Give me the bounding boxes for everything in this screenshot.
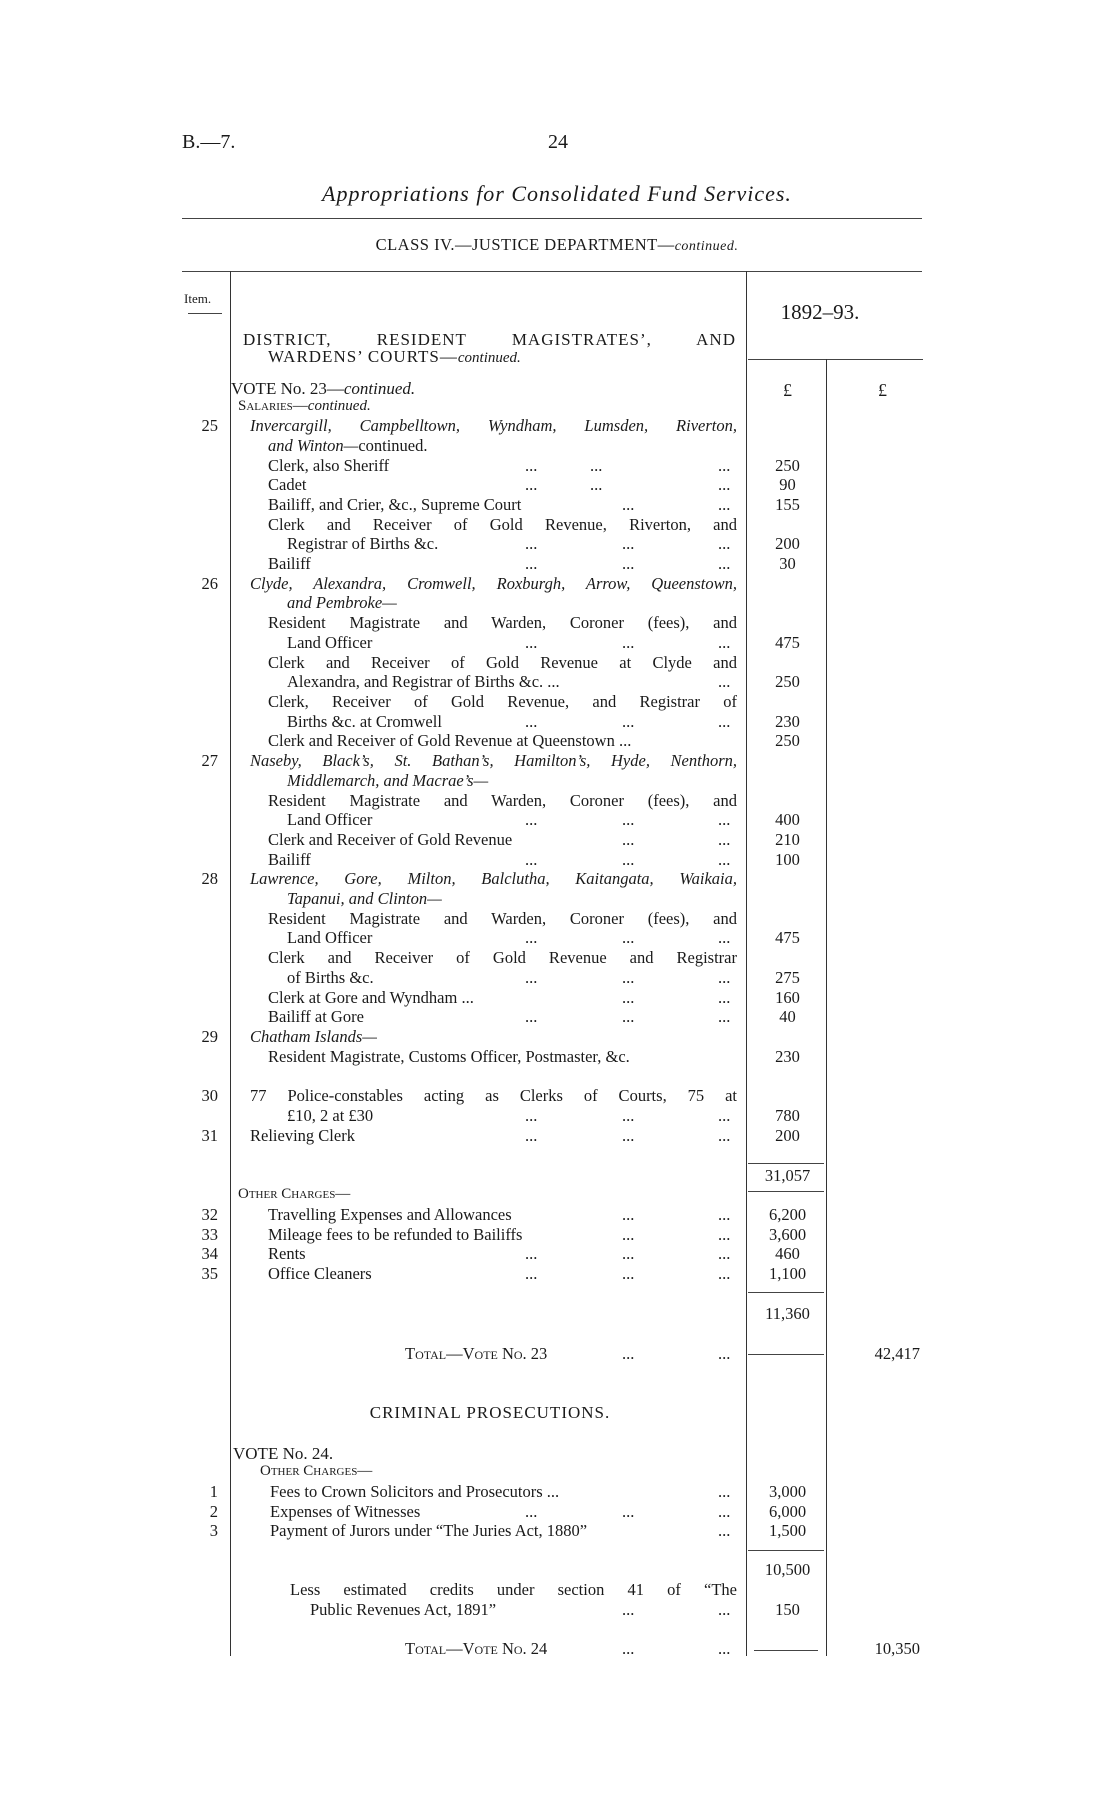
row-amount: 230 [775, 1047, 800, 1066]
subtotal-vote-24: 10,500 [764, 1560, 811, 1579]
leader-dots: ... [622, 1264, 635, 1283]
leader-dots: ... [525, 1264, 538, 1283]
leader-dots: ... [590, 456, 603, 475]
row-text: of Births &c. [287, 968, 374, 987]
row-text: £10, 2 at £30 [287, 1106, 374, 1125]
table-row [0, 1264, 1114, 1283]
table-row [0, 692, 1114, 711]
total-rule [748, 1354, 824, 1355]
row-amount: 275 [775, 968, 800, 987]
row-text: Clerk and Receiver of Gold Revenue [268, 830, 513, 849]
class-heading-main: CLASS IV.—JUSTICE DEPARTMENT— [375, 235, 675, 254]
leader-dots: ... [718, 1264, 731, 1283]
total-row [0, 1344, 1114, 1363]
item-number: 25 [201, 416, 218, 435]
section-heading-courts-line2: WARDENS’ COURTS— [268, 347, 458, 366]
item-number: 26 [201, 574, 218, 593]
leader-dots: ... [622, 988, 635, 1007]
table-row [0, 1600, 1114, 1619]
item-number: 32 [201, 1205, 218, 1224]
salaries-heading [238, 398, 371, 415]
leader-dots: ... [718, 672, 731, 691]
table-row [0, 436, 1114, 455]
leader-dots: ... [622, 1126, 635, 1145]
leader-dots: ... [718, 1502, 731, 1521]
row-amount: 1,500 [768, 1521, 807, 1540]
table-row [0, 830, 1114, 849]
table-row [0, 672, 1114, 691]
less-credits-amount: 150 [775, 1600, 800, 1619]
row-amount: 200 [775, 1126, 800, 1145]
row-text: Fees to Crown Solicitors and Prosecutors ... [270, 1482, 560, 1501]
row-amount: 780 [775, 1106, 800, 1125]
document-reference: B.—7. [182, 131, 236, 153]
item-column-header: Item. [184, 291, 212, 306]
table-row [0, 1225, 1114, 1244]
leader-dots: ... [590, 475, 603, 494]
pound-sign-total: £ [878, 380, 887, 400]
leader-dots: ... [525, 1007, 538, 1026]
leader-dots: ... [718, 830, 731, 849]
item-number: 35 [201, 1264, 218, 1283]
row-text: Clerk and Receiver of Gold Revenue, Riverton, and [268, 515, 737, 534]
row-text: Invercargill, Campbelltown, Wyndham, Lumsden, Riverton, [250, 416, 737, 435]
leader-dots: ... [622, 1639, 635, 1658]
title-rule [182, 218, 922, 219]
table-row [0, 948, 1114, 967]
class-heading [0, 235, 1114, 255]
row-text: and Winton— [268, 436, 359, 455]
item-number: 30 [201, 1086, 218, 1105]
table-row [0, 1047, 1114, 1066]
leader-dots: ... [622, 1600, 635, 1619]
leader-dots: ... [622, 968, 635, 987]
table-top-rule [182, 271, 922, 272]
table-row [0, 889, 1114, 908]
table-row [0, 968, 1114, 987]
item-number: 1 [209, 1482, 218, 1501]
row-text: Expenses of Witnesses [270, 1502, 421, 1521]
leader-dots: ... [525, 1502, 538, 1521]
subtotal-rule [748, 1550, 824, 1551]
row-text: Land Officer [287, 633, 373, 652]
table-row [0, 416, 1114, 435]
leader-dots: ... [718, 1521, 731, 1540]
row-text: Rents [268, 1244, 306, 1263]
subtotal-row [0, 1304, 1114, 1323]
leader-dots: ... [525, 554, 538, 573]
row-text: Alexandra, and Registrar of Births &c. ... [287, 672, 560, 691]
leader-dots: ... [622, 712, 635, 731]
leader-dots: ... [525, 1106, 538, 1125]
row-amount: 400 [775, 810, 800, 829]
table-row [0, 1027, 1114, 1046]
item-number: 29 [201, 1027, 218, 1046]
table-row [0, 633, 1114, 652]
subtotal-rule [748, 1292, 824, 1293]
leader-dots: ... [718, 850, 731, 869]
leader-dots: ... [718, 1007, 731, 1026]
table-row [0, 850, 1114, 869]
item-header-rule [188, 313, 222, 314]
row-text: Resident Magistrate and Warden, Coroner (fees), and [268, 791, 737, 810]
section-heading-courts: DISTRICT, RESIDENT MAGISTRATES’, AND [243, 330, 736, 349]
subtotal-rule [748, 1163, 824, 1164]
item-number: 28 [201, 869, 218, 888]
table-row [0, 613, 1114, 632]
leader-dots: ... [622, 1225, 635, 1244]
leader-dots: ... [622, 495, 635, 514]
row-text-cont: continued. [358, 436, 428, 455]
table-row [0, 1007, 1114, 1026]
row-text: Clerk, Receiver of Gold Revenue, and Registrar of [268, 692, 737, 711]
leader-dots: ... [525, 633, 538, 652]
subtotal-salaries: 31,057 [764, 1166, 811, 1185]
row-amount: 1,100 [768, 1264, 807, 1283]
leader-dots: ... [718, 633, 731, 652]
salaries-label: Salaries— [238, 398, 308, 414]
leader-dots: ... [622, 1106, 635, 1125]
row-text: Registrar of Births &c. [287, 534, 439, 553]
item-number: 2 [209, 1502, 218, 1521]
leader-dots: ... [718, 988, 731, 1007]
leader-dots: ... [622, 1344, 635, 1363]
leader-dots: ... [718, 810, 731, 829]
page-title: Appropriations for Consolidated Fund Services. [322, 181, 792, 206]
section-heading-courts-cont [268, 347, 521, 367]
row-amount: 3,600 [768, 1225, 807, 1244]
row-text: 77 Police-constables acting as Clerks of Courts, 75 at [250, 1086, 737, 1105]
table-row [0, 574, 1114, 593]
leader-dots: ... [525, 1126, 538, 1145]
row-text: Clyde, Alexandra, Cromwell, Roxburgh, Arrow, Queenstown, [250, 574, 737, 593]
row-text: Bailiff, and Crier, &c., Supreme Court [268, 495, 522, 514]
row-amount: 230 [775, 712, 800, 731]
row-text: Bailiff at Gore [268, 1007, 364, 1026]
row-text: Bailiff [268, 850, 311, 869]
row-text: Travelling Expenses and Allowances [268, 1205, 512, 1224]
leader-dots: ... [622, 1244, 635, 1263]
item-number: 31 [201, 1126, 218, 1145]
leader-dots: ... [718, 712, 731, 731]
table-row [0, 593, 1114, 612]
row-text: Clerk and Receiver of Gold Revenue at Queenstown ... [268, 731, 632, 750]
vote-23-continued: continued. [343, 379, 416, 398]
leader-dots: ... [525, 810, 538, 829]
total-row [0, 1639, 1114, 1658]
table-row [0, 771, 1114, 790]
table-row [0, 751, 1114, 770]
total-vote-24-amount: 10,350 [874, 1639, 920, 1658]
row-text: Naseby, Black’s, St. Bathan’s, Hamilton’s, Hyde, Nenthorn, [250, 751, 737, 770]
leader-dots: ... [622, 1007, 635, 1026]
row-amount: 200 [775, 534, 800, 553]
table-row [0, 712, 1114, 731]
row-text: Land Officer [287, 810, 373, 829]
row-amount: 30 [779, 554, 796, 573]
table-row [0, 731, 1114, 750]
leader-dots: ... [718, 928, 731, 947]
row-text: Chatham Islands— [250, 1027, 377, 1046]
row-amount: 250 [775, 672, 800, 691]
row-amount: 155 [775, 495, 800, 514]
table-row [0, 1244, 1114, 1263]
row-text: Lawrence, Gore, Milton, Balclutha, Kaitangata, Waikaia, [250, 869, 737, 888]
vote-23-label: VOTE No. 23— [231, 379, 344, 398]
leader-dots: ... [718, 1600, 731, 1619]
leader-dots: ... [718, 534, 731, 553]
row-amount: 475 [775, 928, 800, 947]
vote-24-heading: VOTE No. 24. [233, 1444, 334, 1463]
row-amount: 40 [779, 1007, 796, 1026]
leader-dots: ... [718, 1106, 731, 1125]
row-text: Cadet [268, 475, 307, 494]
row-amount: 100 [775, 850, 800, 869]
row-text: Clerk, also Sheriff [268, 456, 390, 475]
leader-dots: ... [718, 456, 731, 475]
leader-dots: ... [525, 475, 538, 494]
row-text: Office Cleaners [268, 1264, 372, 1283]
leader-dots: ... [525, 456, 538, 475]
other-charges-heading-24: Other Charges— [260, 1463, 373, 1479]
leader-dots: ... [718, 1482, 731, 1501]
leader-dots: ... [622, 633, 635, 652]
row-amount: 210 [775, 830, 800, 849]
salaries-continued: continued. [307, 398, 371, 414]
leader-dots: ... [622, 810, 635, 829]
year-column-header: 1892–93. [780, 300, 860, 324]
leader-dots: ... [622, 850, 635, 869]
pound-sign-amount: £ [783, 380, 792, 400]
less-credits-line1: Less estimated credits under section 41 of “The [290, 1580, 737, 1599]
row-text: Clerk at Gore and Wyndham ... [268, 988, 474, 1007]
table-row [0, 495, 1114, 514]
leader-dots: ... [718, 1344, 731, 1363]
leader-dots: ... [718, 495, 731, 514]
total-vote-24-label: Total—Vote No. 24 [405, 1639, 548, 1658]
total-rule [754, 1650, 818, 1651]
table-row [0, 1106, 1114, 1125]
table-row [0, 810, 1114, 829]
table-row [0, 1521, 1114, 1540]
row-text: Payment of Jurors under “The Juries Act, 1880” [270, 1521, 588, 1540]
subtotal-rule [748, 1191, 824, 1192]
leader-dots: ... [622, 1502, 635, 1521]
table-row [0, 909, 1114, 928]
table-row [0, 791, 1114, 810]
row-text-wrap [268, 436, 768, 455]
leader-dots: ... [622, 1205, 635, 1224]
table-row [0, 1126, 1114, 1145]
leader-dots: ... [718, 475, 731, 494]
row-text: Bailiff [268, 554, 311, 573]
row-amount: 250 [775, 731, 800, 750]
table-row [0, 1580, 1114, 1599]
item-number: 34 [201, 1244, 218, 1263]
row-amount: 90 [779, 475, 796, 494]
leader-dots: ... [525, 534, 538, 553]
leader-dots: ... [525, 928, 538, 947]
table-row [0, 1502, 1114, 1521]
table-row [0, 534, 1114, 553]
leader-dots: ... [718, 1225, 731, 1244]
row-amount: 250 [775, 456, 800, 475]
row-text: Clerk and Receiver of Gold Revenue and Registrar [268, 948, 737, 967]
table-row [0, 475, 1114, 494]
row-amount: 460 [775, 1244, 800, 1263]
other-charges-heading: Other Charges— [238, 1186, 351, 1202]
leader-dots: ... [525, 1244, 538, 1263]
row-amount: 6,200 [768, 1205, 807, 1224]
item-number: 27 [201, 751, 218, 770]
section-heading-courts-continued: continued. [457, 350, 521, 366]
leader-dots: ... [622, 554, 635, 573]
subtotal-row [0, 1560, 1114, 1579]
row-amount: 3,000 [768, 1482, 807, 1501]
row-text: Tapanui, and Clinton— [287, 889, 442, 908]
table-row [0, 1205, 1114, 1224]
table-row [0, 928, 1114, 947]
leader-dots: ... [525, 968, 538, 987]
row-amount: 475 [775, 633, 800, 652]
row-text: Clerk and Receiver of Gold Revenue at Clyde and [268, 653, 737, 672]
leader-dots: ... [718, 968, 731, 987]
row-text: Land Officer [287, 928, 373, 947]
row-text: Mileage fees to be refunded to Bailiffs [268, 1225, 523, 1244]
leader-dots: ... [718, 1126, 731, 1145]
row-text: Resident Magistrate and Warden, Coroner (fees), and [268, 909, 737, 928]
table-row [0, 456, 1114, 475]
subtotal-other-charges: 11,360 [765, 1304, 810, 1323]
leader-dots: ... [525, 850, 538, 869]
table-row [0, 653, 1114, 672]
leader-dots: ... [525, 712, 538, 731]
row-text: Relieving Clerk [250, 1126, 355, 1145]
less-credits-line2: Public Revenues Act, 1891” [310, 1600, 497, 1619]
table-row [0, 1086, 1114, 1105]
total-vote-23-label: Total—Vote No. 23 [405, 1344, 548, 1363]
class-heading-cont: continued. [674, 239, 739, 254]
vote-23-heading [231, 379, 415, 399]
table-row [0, 554, 1114, 573]
page-number: 24 [548, 131, 568, 153]
row-text: Resident Magistrate and Warden, Coroner (fees), and [268, 613, 737, 632]
table-row [0, 515, 1114, 534]
row-amount: 6,000 [768, 1502, 807, 1521]
year-header-rule [748, 359, 923, 360]
leader-dots: ... [718, 1205, 731, 1224]
section-heading-criminal: CRIMINAL PROSECUTIONS. [369, 1403, 611, 1422]
item-number: 33 [201, 1225, 218, 1244]
row-text: Middlemarch, and Macrae’s— [287, 771, 489, 790]
leader-dots: ... [718, 554, 731, 573]
table-row [0, 1482, 1114, 1501]
row-text: Resident Magistrate, Customs Officer, Postmaster, &c. [268, 1047, 630, 1066]
leader-dots: ... [622, 830, 635, 849]
leader-dots: ... [718, 1639, 731, 1658]
table-row [0, 869, 1114, 888]
leader-dots: ... [622, 534, 635, 553]
leader-dots: ... [622, 928, 635, 947]
row-amount: 160 [775, 988, 800, 1007]
row-text: Births &c. at Cromwell [287, 712, 442, 731]
total-vote-23-amount: 42,417 [874, 1344, 920, 1363]
subtotal-row [0, 1166, 1114, 1185]
leader-dots: ... [718, 1244, 731, 1263]
item-number: 3 [209, 1521, 218, 1540]
table-row [0, 988, 1114, 1007]
row-text: and Pembroke— [287, 593, 397, 612]
